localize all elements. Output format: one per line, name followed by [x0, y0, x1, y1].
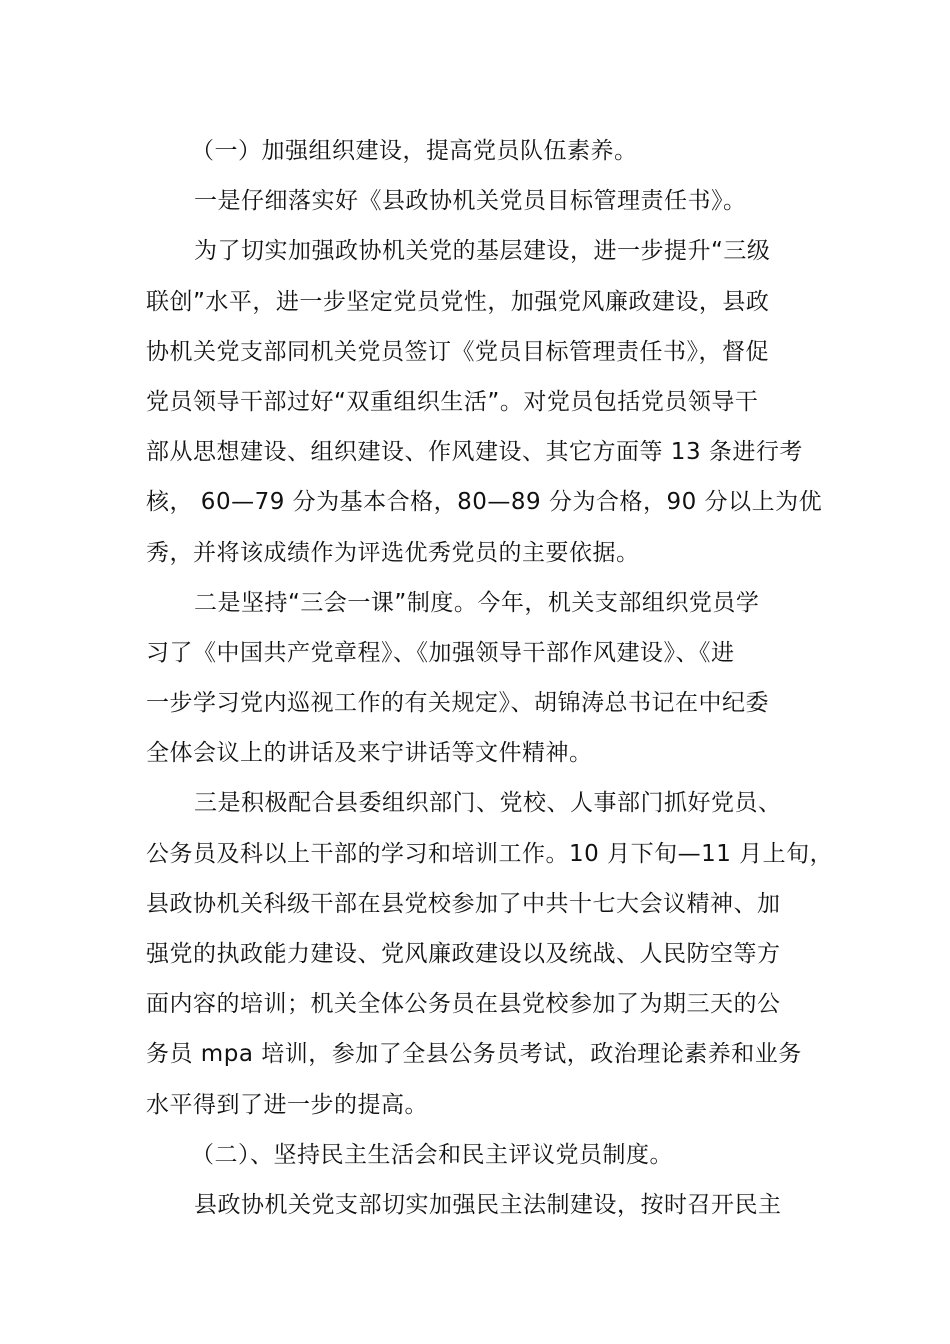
paragraph-line: 全体会议上的讲话及来宁讲话等文件精神。 — [146, 740, 593, 767]
section-heading-1: （一）加强组织建设，提高党员队伍素养。 — [191, 138, 638, 164]
paragraph-line: 县政协机关党支部切实加强民主法制建设，按时召开民主 — [194, 1191, 782, 1218]
paragraph-line: 习了《中国共产党章程》、《加强领导干部作风建设》、《进 — [146, 639, 735, 666]
paragraph-line: 为了切实加强政协机关党的基层建设，进一步提升“三级 — [194, 238, 771, 265]
paragraph-line: 强党的执政能力建设、党风廉政建设以及统战、人民防空等方 — [146, 941, 781, 967]
document-body — [146, 126, 834, 1230]
paragraph-line: 一步学习党内巡视工作的有关规定》、胡锦涛总书记在中纪委 — [146, 690, 769, 717]
paragraph-line: 县政协机关科级干部在县党校参加了中共十七大会议精神、加 — [146, 890, 781, 917]
paragraph-line: 面内容的培训；机关全体公务员在县党校参加了为期三天的公 — [146, 991, 781, 1018]
paragraph-line: 部从思想建设、组织建设、作风建设、其它方面等 13 条进行考 — [146, 439, 803, 466]
paragraph-line: 秀，并将该成绩作为评选优秀党员的主要依据。 — [146, 539, 640, 566]
section-heading-2: （二）、坚持民主生活会和民主评议党员制度。 — [191, 1141, 673, 1168]
paragraph-line: 协机关党支部同机关党员签订《党员目标管理责任书》，督促 — [146, 338, 769, 365]
paragraph-line: 联创”水平，进一步坚定党员党性，加强党风廉政建设，县政 — [146, 288, 770, 315]
paragraph-line: 公务员及科以上干部的学习和培训工作。10 月下旬—11 月上旬， — [146, 840, 834, 867]
paragraph-line: 党员领导干部过好“双重组织生活”。对党员包括党员领导干 — [146, 388, 759, 415]
paragraph-line: 三是积极配合县委组织部门、党校、人事部门抓好党员、 — [194, 790, 782, 817]
paragraph-line: 一是仔细落实好《县政协机关党员目标管理责任书》。 — [194, 188, 747, 215]
paragraph-line: 务员 mpa 培训，参加了全县公务员考试，政治理论素养和业务 — [146, 1041, 802, 1068]
paragraph-line: 核， 60—79 分为基本合格，80—89 分为合格，90 分以上为优 — [146, 489, 823, 516]
paragraph-line: 二是坚持“三会一课”制度。今年，机关支部组织党员学 — [194, 589, 760, 616]
paragraph-line: 水平得到了进一步的提高。 — [146, 1091, 428, 1118]
